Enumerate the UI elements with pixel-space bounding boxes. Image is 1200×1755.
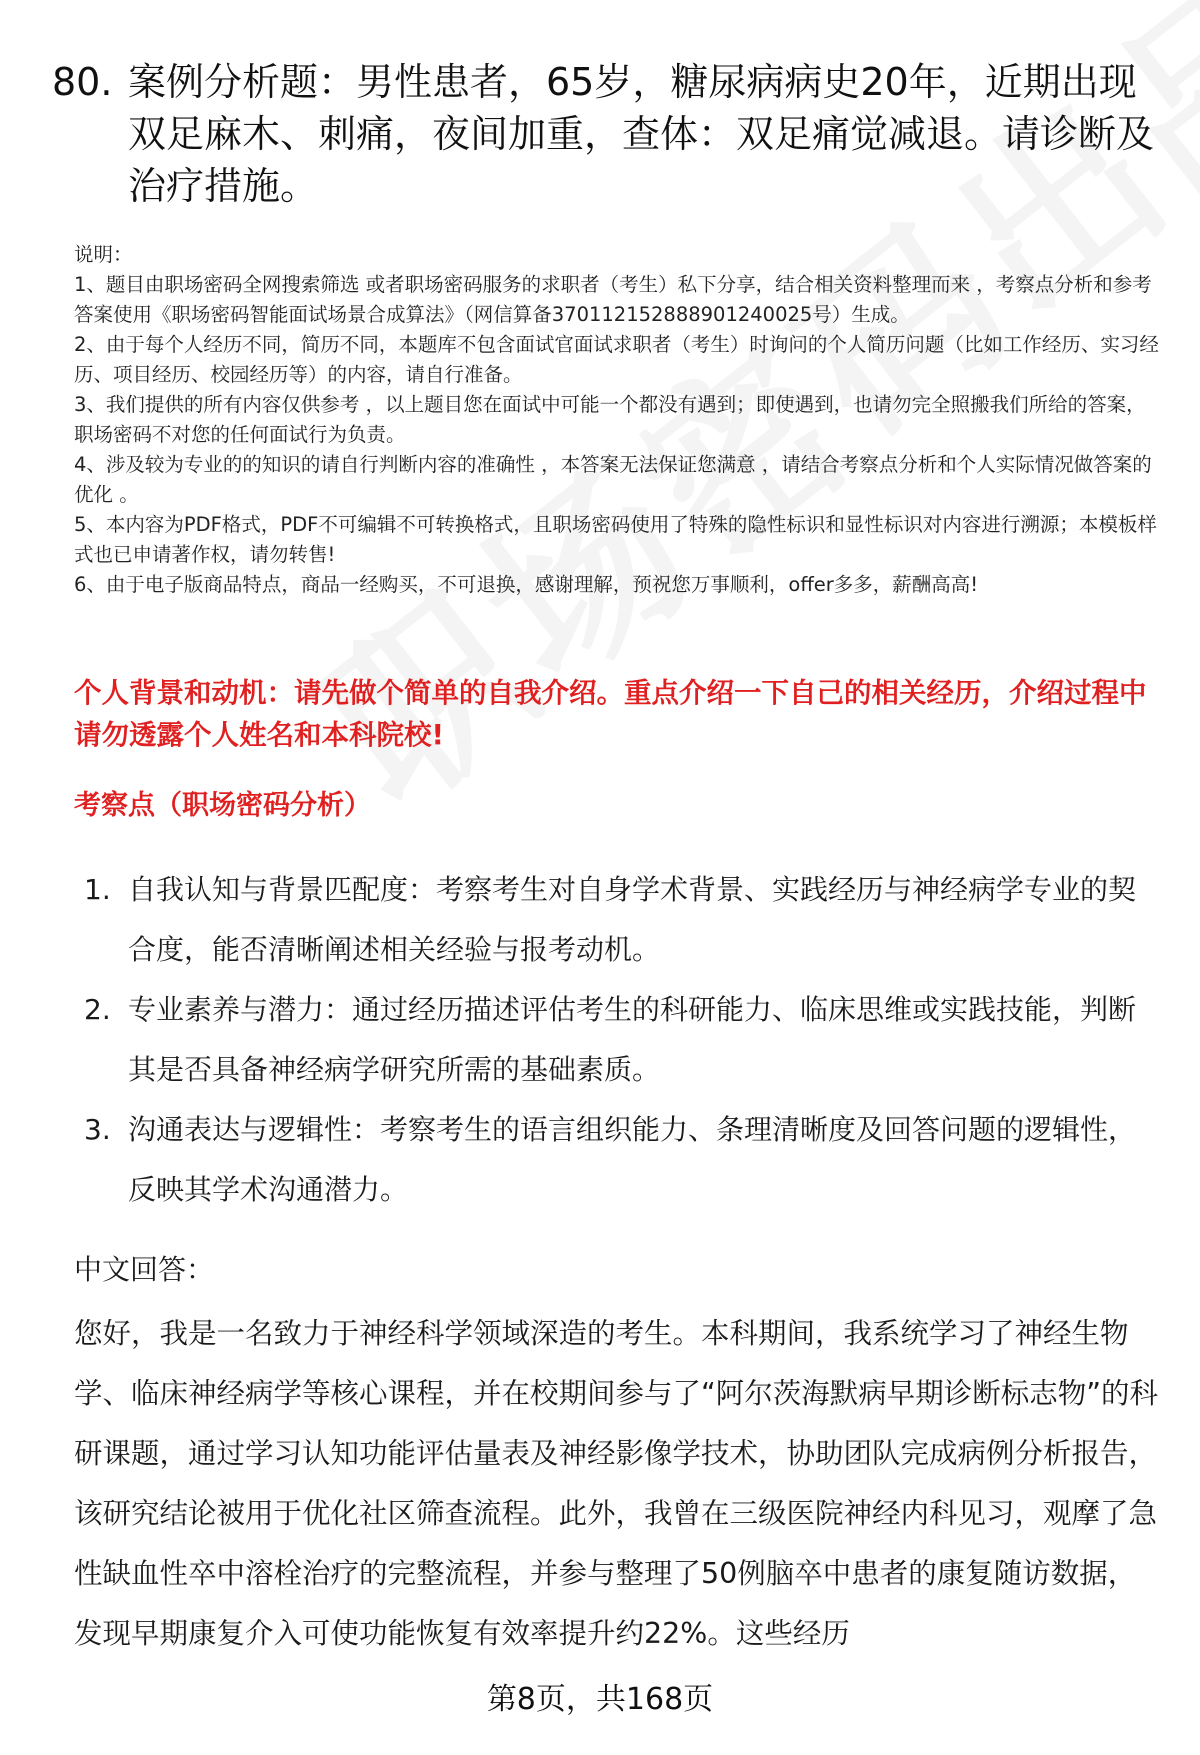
disclaimer-notes bbox=[74, 240, 1159, 600]
point-text: 沟通表达与逻辑性：考察考生的语言组织能力、条理清晰度及回答问题的逻辑性，反映其学术沟通潜力。 bbox=[128, 1113, 1137, 1206]
analysis-point bbox=[84, 1100, 1159, 1220]
point-number: 1. bbox=[84, 873, 111, 906]
question-block bbox=[52, 56, 1162, 212]
point-text: 自我认知与背景匹配度：考察考生对自身学术背景、实践经历与神经病学专业的契合度，能否清晰阐述相关经验与报考动机。 bbox=[128, 873, 1137, 966]
notes-title: 说明： bbox=[74, 243, 133, 266]
analysis-heading: 考察点（职场密码分析） bbox=[74, 790, 371, 821]
point-number: 3. bbox=[84, 1113, 111, 1146]
page-footer: 第8页，共168页 bbox=[486, 1682, 714, 1717]
note-item: 1、题目由职场密码全网搜索筛选 或者职场密码服务的求职者（考生）私下分享，结合相关资料整理而来 ，考察点分析和参考答案使用《职场密码智能面试场景合成算法》（网信算备370112152888901240025号）生成。 bbox=[74, 273, 1152, 326]
question-text: 案例分析题：男性患者，65岁，糖尿病病史20年，近期出现双足麻木、刺痛，夜间加重，查体：双足痛觉减退。请诊断及治疗措施。 bbox=[128, 60, 1155, 208]
answer-text: 您好，我是一名致力于神经科学领域深造的考生。本科期间，我系统学习了神经生物学、临床神经病学等核心课程，并在校期间参与了“阿尔茨海默病早期诊断标志物”的科研课题，通过学习认知功能评估量表及神经影像学技术，协助团队完成病例分析报告，该研究结论被用于优化社区筛查流程。此外，我曾在三级医院神经内科见习，观摩了急性缺血性卒中溶栓治疗的完整流程，并参与整理了50例脑卒中患者的康复随访数据，发现早期康复介入可使功能恢复有效率提升约22%。这些经历 bbox=[74, 1317, 1159, 1650]
analysis-point bbox=[84, 860, 1159, 980]
answer-label: 中文回答： bbox=[74, 1253, 215, 1286]
point-text: 专业素养与潜力：通过经历描述评估考生的科研能力、临床思维或实践技能，判断其是否具备神经病学研究所需的基础素质。 bbox=[128, 993, 1137, 1086]
note-item: 2、由于每个人经历不同，简历不同，本题库不包含面试官面试求职者（考生）时询问的个人简历问题（比如工作经历、实习经历、项目经历、校园经历等）的内容，请自行准备。 bbox=[74, 333, 1159, 386]
note-item: 3、我们提供的所有内容仅供参考 ，以上题目您在面试中可能一个都没有遇到；即使遇到，也请勿完全照搬我们所给的答案，职场密码不对您的任何面试行为负责。 bbox=[74, 393, 1146, 446]
question-number: 80. bbox=[52, 60, 113, 104]
note-item: 5、本内容为PDF格式，PDF不可编辑不可转换格式，且职场密码使用了特殊的隐性标识和显性标识对内容进行溯源；本模板样式也已申请著作权，请勿转售! bbox=[74, 513, 1157, 566]
analysis-points-list bbox=[84, 860, 1159, 1220]
section-heading: 个人背景和动机：请先做个简单的自我介绍。重点介绍一下自己的相关经历，介绍过程中请勿透露个人姓名和本科院校! bbox=[74, 677, 1147, 751]
point-number: 2. bbox=[84, 993, 111, 1026]
analysis-point bbox=[84, 980, 1159, 1100]
note-item: 6、由于电子版商品特点，商品一经购买，不可退换，感谢理解，预祝您万事顺利，offer多多，薪酬高高! bbox=[74, 573, 979, 596]
note-item: 4、涉及较为专业的的知识的请自行判断内容的准确性 ，本答案无法保证您满意 ，请结合考察点分析和个人实际情况做答案的优化 。 bbox=[74, 453, 1152, 506]
